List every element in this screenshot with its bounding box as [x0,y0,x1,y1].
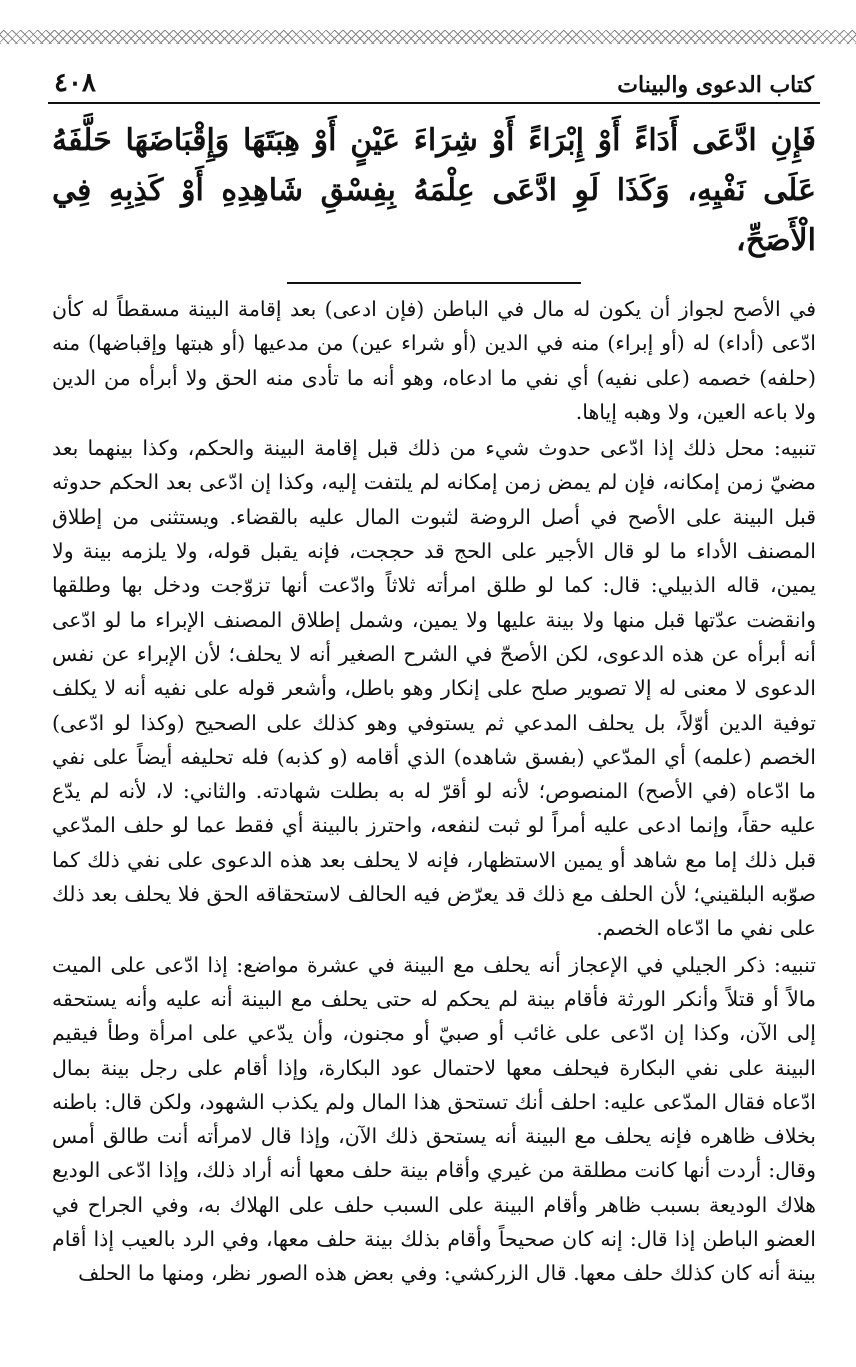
book-page [48,58,820,1291]
sharh-paragraph-tanbih-2: تنبيه: ذكر الجيلي في الإعجاز أنه يحلف مع البينة في عشرة مواضع: إذا ادّعى على الميت مالاً أو قتلاً وأنكر الورثة فأقام بينة لم يحكم له حتى يحلف مع البينة أنه عليه وأنه يستحقه إلى الآن، وكذا إن ادّعى على غائب أو صبيّ أو مجنون، وأن يدّعي على امرأة وطأ فيقيم البينة على نفي البكارة فيحلف معها لاحتمال عود البكارة، وإذا أقام على رجل بينة بمال ادّعاه فقال المدّعى عليه: احلف أنك تستحق هذا المال ولم يكذب الشهود، ولكن قال: باطنه بخلاف ظاهره فإنه يحلف مع البينة أنه يستحق ذلك الآن، وإذا قال لامرأته أنت طالق أمس وقال: أردت أنها كانت مطلقة من غيري وأقام بينة حلف معها أنه أراد ذلك، وإذا ادّعى الوديع هلاك الوديعة بسبب ظاهر وأقام البينة على السبب حلف على الهلاك به، وفي الجراح في العضو الباطن إذا قال: إنه كان صحيحاً وأقام بذلك بينة حلف معها، وفي الرد بالعيب إذا أقام بينة أنه كان كذلك حلف معها. قال الزركشي: وفي بعض هذه الصور نظر، ومنها ما الحلف [52,952,816,1286]
sharh-paragraph-tanbih-1: تنبيه: محل ذلك إذا ادّعى حدوث شيء من ذلك قبل إقامة البينة والحكم، وكذا بينهما بعد مضيّ زمن إمكانه، فإن لم يمض زمن إمكانه لم يلتفت إليه، وكذا إن ادّعى بعد الحكم حدوثه قبل البينة على الأصح في أصل الروضة لثبوت المال عليه بالقضاء. ويستثنى من إطلاق المصنف الأداء ما لو قال الأجير على الحج قد حججت، فإنه يقبل قوله، ولا يلزمه بينة ولا يمين، قاله الذبيلي: قال: كما لو طلق امرأته ثلاثاً وادّعت أنها تزوّجت ودخل بها وطلقها وانقضت عدّتها قبل منها ولا بينة عليها ولا يمين، وشمل إطلاق المصنف الإبراء ما لو ادّعى أنه أبرأه عن هذه الدعوى، لكن الأصحّ في الشرح الصغير أنه لا يحلف؛ لأن الإبراء عن نفس الدعوى لا معنى له إلا تصوير صلح على إنكار وهو باطل، وأشعر قوله على نفيه أنه لا يكلف توفية الدين أوّلاً، بل يحلف المدعي ثم يستوفي وهو كذلك على الصحيح (وكذا لو ادّعى) الخصم (علمه) أي المدّعي (بفسق شاهده) الذي أقامه (و كذبه) فله تحليفه أيضاً على نفي ما ادّعاه (في الأصح) المنصوص؛ لأنه لو أقرّ له به بطلت شهادته. والثاني: لا، لأنه لم يدّع عليه حقاً، وإنما ادعى عليه أمراً لو ثبت لنفعه، واحترز بالبينة أي فقط عما لو حلف المدّعي قبل ذلك إما مع شاهد أو يمين الاستظهار، فإنه لا يحلف بعد هذه الدعوى على نفي ذلك كما صوّبه البلقيني؛ لأن الحلف مع ذلك قد يعرّض فيه الحالف لاستحقاقه الحق فلا يحلف بعد ذلك على نفي ما ادّعاه الخصم. [52,436,816,941]
sharh-paragraph-1: في الأصح لجواز أن يكون له مال في الباطن (فإن ادعى) بعد إقامة البينة مسقطاً له كأن ادّعى (أداء) له (أو إبراء) منه في الدين (أو شراء عين) من مدعيها (أو هبتها وإقباضها) منه (حلفه) خصمه (على نفيه) أي نفي ما ادعاه، وهو أنه ما تأدى منه الحق ولا أبرأه من الدين ولا باعه العين، ولا وهبه إياها. [52,297,816,424]
sharh-commentary [48,292,820,1291]
top-ornament-border [0,30,856,44]
text-separator [287,282,580,284]
matn-text: فَإِنِ ادَّعَى أَدَاءً أَوْ إِبْرَاءً أَوْ شِرَاءَ عَيْنٍ أَوْ هِبَتَهَا وَإِقْبَاضَهَا حَلَّفَهُ عَلَى نَفْيِهِ، وَكَذَا لَوِ ادَّعَى عِلْمَهُ بِفِسْقِ شَاهِدِهِ أَوْ كَذِبِهِ فِي الْأَصَحِّ، [52,123,816,258]
book-title: كتاب الدعوى والبينات [617,72,814,98]
page-number: ٤٠٨ [54,68,96,98]
running-header [48,58,820,104]
